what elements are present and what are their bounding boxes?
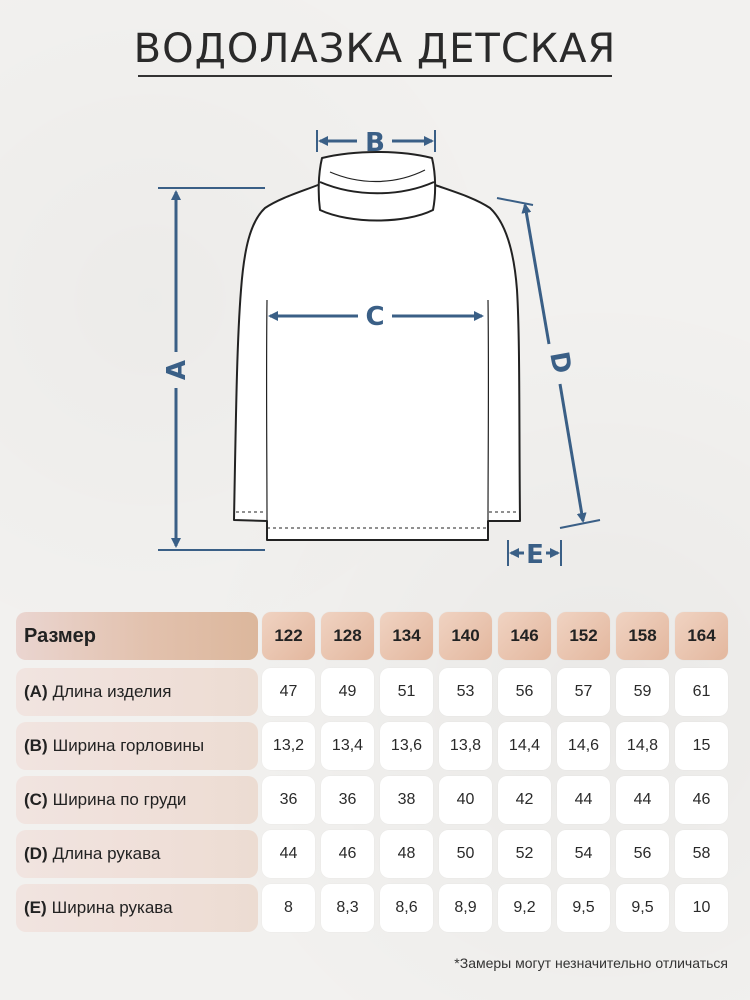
value-cell: 13,2 xyxy=(262,722,315,770)
row-label xyxy=(16,776,258,824)
value-cell: 14,4 xyxy=(498,722,551,770)
value-cell: 13,4 xyxy=(321,722,374,770)
size-header-cell: 152 xyxy=(557,612,610,660)
value-cell: 36 xyxy=(321,776,374,824)
row-name: Длина рукава xyxy=(52,844,161,863)
row-code: (D) xyxy=(24,844,48,863)
row-code: (A) xyxy=(24,682,48,701)
size-header-cell: 146 xyxy=(498,612,551,660)
value-cell: 56 xyxy=(616,830,669,878)
value-cell: 56 xyxy=(498,668,551,716)
value-cell: 49 xyxy=(321,668,374,716)
value-cell: 15 xyxy=(675,722,728,770)
value-cell: 8,6 xyxy=(380,884,433,932)
garment-body xyxy=(234,185,520,540)
value-cell: 13,8 xyxy=(439,722,492,770)
size-header-cell: 128 xyxy=(321,612,374,660)
value-cell: 54 xyxy=(557,830,610,878)
value-cell: 61 xyxy=(675,668,728,716)
value-cell: 8,9 xyxy=(439,884,492,932)
value-cell: 53 xyxy=(439,668,492,716)
value-cell: 8 xyxy=(262,884,315,932)
label-d: D xyxy=(543,349,577,376)
row-label xyxy=(16,884,258,932)
label-c: C xyxy=(365,302,385,332)
row-code: (C) xyxy=(24,790,48,809)
value-cell: 58 xyxy=(675,830,728,878)
row-name: Ширина по груди xyxy=(52,790,187,809)
value-cell: 44 xyxy=(616,776,669,824)
size-header-cell: 164 xyxy=(675,612,728,660)
collar xyxy=(319,152,435,221)
header-label: Размер xyxy=(16,612,258,660)
value-cell: 59 xyxy=(616,668,669,716)
row-name: Длина изделия xyxy=(52,682,172,701)
page-title: ВОДОЛАЗКА ДЕТСКАЯ xyxy=(133,26,617,72)
footnote: *Замеры могут незначительно отличаться xyxy=(454,955,728,971)
label-e: E xyxy=(526,540,544,570)
value-cell: 10 xyxy=(675,884,728,932)
value-cell: 13,6 xyxy=(380,722,433,770)
row-code: (E) xyxy=(24,898,47,917)
row-name: Ширина рукава xyxy=(51,898,173,917)
value-cell: 47 xyxy=(262,668,315,716)
value-cell: 14,6 xyxy=(557,722,610,770)
value-cell: 50 xyxy=(439,830,492,878)
row-label xyxy=(16,830,258,878)
value-cell: 52 xyxy=(498,830,551,878)
value-cell: 42 xyxy=(498,776,551,824)
value-cell: 57 xyxy=(557,668,610,716)
value-cell: 8,3 xyxy=(321,884,374,932)
value-cell: 14,8 xyxy=(616,722,669,770)
value-cell: 9,5 xyxy=(557,884,610,932)
turtleneck-illustration xyxy=(234,152,520,540)
value-cell: 9,2 xyxy=(498,884,551,932)
value-cell: 36 xyxy=(262,776,315,824)
size-header-cell: 158 xyxy=(616,612,669,660)
value-cell: 46 xyxy=(321,830,374,878)
value-cell: 48 xyxy=(380,830,433,878)
row-name: Ширина горловины xyxy=(52,736,205,755)
measure-e xyxy=(508,540,561,570)
row-code: (B) xyxy=(24,736,48,755)
size-header-cell: 122 xyxy=(262,612,315,660)
value-cell: 51 xyxy=(380,668,433,716)
value-cell: 44 xyxy=(262,830,315,878)
label-a: A xyxy=(162,359,192,381)
value-cell: 38 xyxy=(380,776,433,824)
value-cell: 46 xyxy=(675,776,728,824)
size-header-cell: 134 xyxy=(380,612,433,660)
value-cell: 40 xyxy=(439,776,492,824)
value-cell: 9,5 xyxy=(616,884,669,932)
row-label xyxy=(16,668,258,716)
size-header-cell: 140 xyxy=(439,612,492,660)
value-cell: 44 xyxy=(557,776,610,824)
measure-b xyxy=(317,128,435,158)
row-label xyxy=(16,722,258,770)
label-b: B xyxy=(365,128,385,158)
